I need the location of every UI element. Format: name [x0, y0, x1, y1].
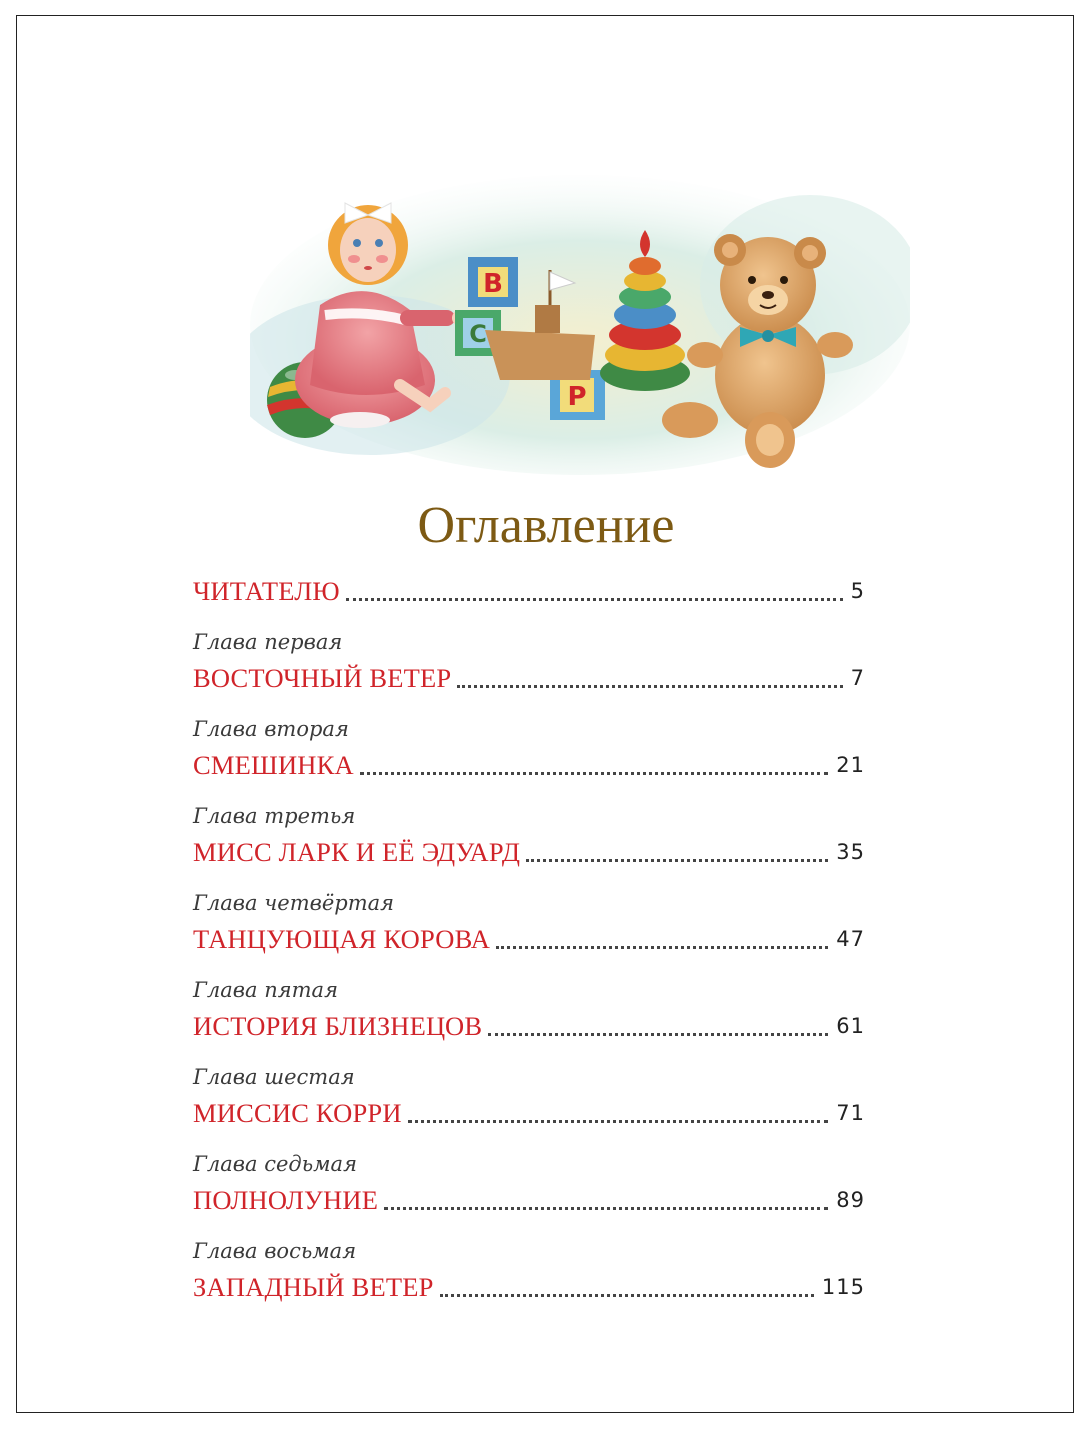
chapter-label: Глава четвёртая	[193, 891, 395, 915]
dot-leader	[496, 946, 828, 949]
entry-title[interactable]: ЗАПАДНЫЙ ВЕТЕР	[193, 1272, 434, 1302]
block-b-icon	[468, 257, 518, 307]
svg-text:P: P	[567, 382, 587, 412]
page-number: 89	[836, 1188, 865, 1212]
page-number: 115	[821, 1275, 865, 1299]
toc-title: Оглавление	[417, 497, 675, 554]
entry-title[interactable]: МИССИС КОРРИ	[193, 1098, 402, 1128]
chapter-label: Глава вторая	[193, 717, 349, 741]
toc-entry-reader[interactable]	[193, 574, 865, 608]
entry-title[interactable]: ВОСТОЧНЫЙ ВЕТЕР	[193, 663, 452, 693]
page-number: 47	[836, 927, 865, 951]
toc-entry-chapter-6[interactable]	[193, 1063, 865, 1130]
page-number: 7	[850, 666, 865, 690]
toc-entry-chapter-4[interactable]	[193, 889, 865, 956]
entry-title[interactable]: ПОЛНОЛУНИЕ	[193, 1185, 379, 1215]
entry-title[interactable]: ЧИТАТЕЛЮ	[193, 576, 340, 606]
page-number: 5	[850, 579, 865, 603]
chapter-label: Глава восьмая	[193, 1239, 357, 1263]
svg-text:C: C	[469, 320, 487, 348]
page-number: 61	[836, 1014, 865, 1038]
page-number: 71	[836, 1101, 865, 1125]
page-number: 35	[836, 840, 865, 864]
chapter-label: Глава первая	[193, 630, 343, 654]
dot-leader	[488, 1033, 828, 1036]
entry-title[interactable]: СМЕШИНКА	[193, 750, 354, 780]
entry-title[interactable]: ИСТОРИЯ БЛИЗНЕЦОВ	[193, 1011, 483, 1041]
chapter-label: Глава пятая	[193, 978, 338, 1002]
page-number: 21	[836, 753, 865, 777]
chapter-label: Глава третья	[193, 804, 356, 828]
toc-entry-chapter-3[interactable]	[193, 802, 865, 869]
table-of-contents	[193, 574, 865, 1304]
dot-leader	[346, 598, 843, 601]
toc-entry-chapter-2[interactable]	[193, 715, 865, 782]
dot-leader	[384, 1207, 828, 1210]
toys-watercolor-image	[250, 135, 910, 475]
dot-leader	[360, 772, 828, 775]
toc-entry-chapter-5[interactable]	[193, 976, 865, 1043]
toys-illustration	[250, 135, 910, 475]
dot-leader	[440, 1294, 814, 1297]
entry-title[interactable]: ТАНЦУЮЩАЯ КОРОВА	[193, 924, 491, 954]
toc-entry-chapter-1[interactable]	[193, 628, 865, 695]
svg-text:B: B	[483, 269, 503, 299]
chapter-label: Глава шестая	[193, 1065, 355, 1089]
toc-entry-chapter-8[interactable]	[193, 1237, 865, 1304]
entry-title[interactable]: МИСС ЛАРК И ЕЁ ЭДУАРД	[193, 837, 521, 867]
toc-entry-chapter-7[interactable]	[193, 1150, 865, 1217]
dot-leader	[457, 685, 842, 688]
dot-leader	[526, 859, 828, 862]
chapter-label: Глава седьмая	[193, 1152, 357, 1176]
dot-leader	[408, 1120, 829, 1123]
